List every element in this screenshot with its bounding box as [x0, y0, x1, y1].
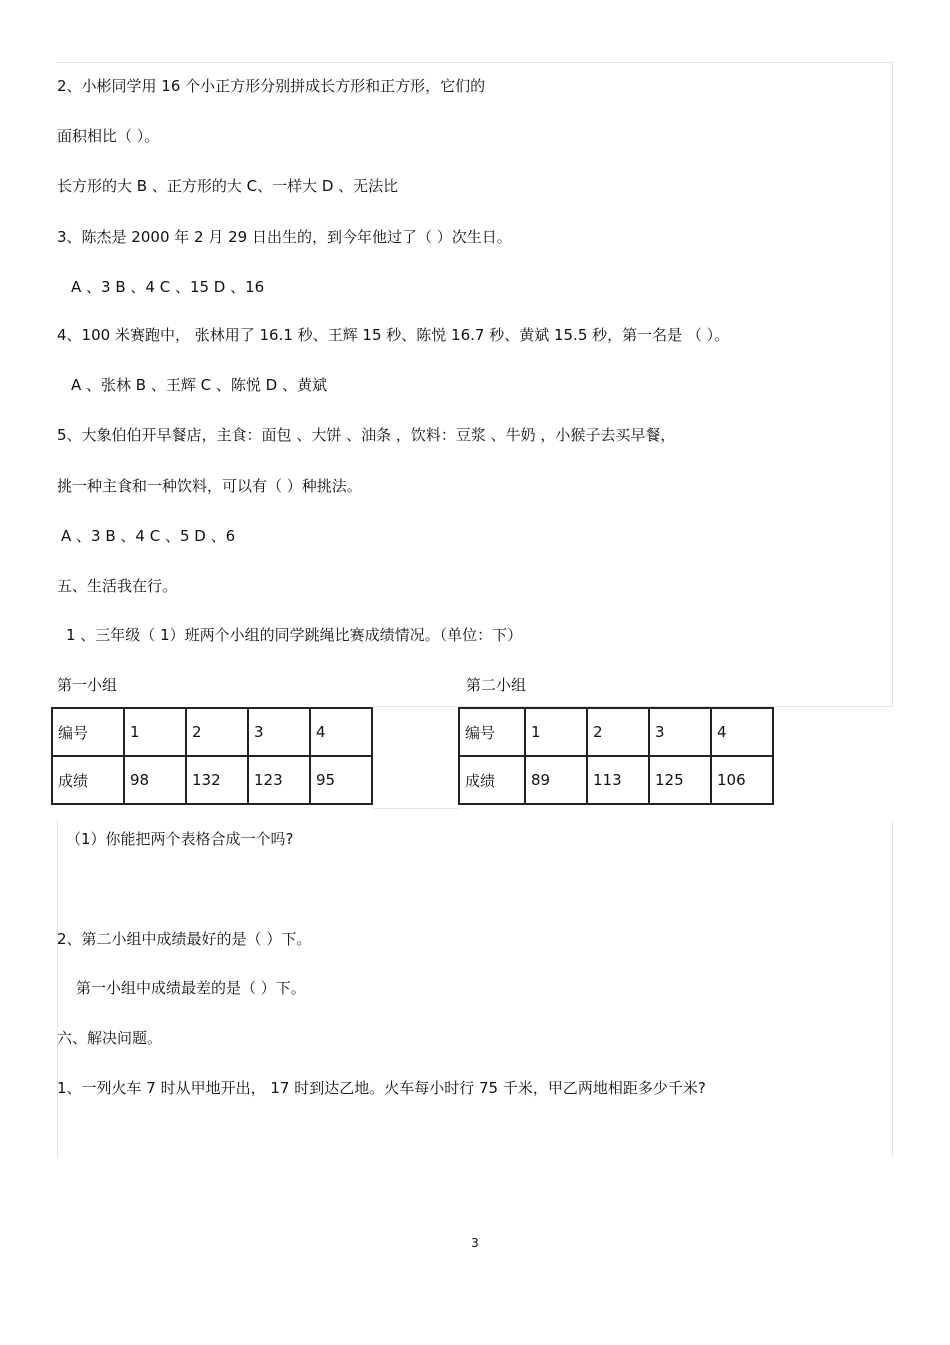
question-2-line-2: 面积相比（ ）。 [57, 127, 160, 145]
table-cell: 2 [186, 708, 248, 756]
frame-border-top [57, 62, 893, 63]
table-cell: 1 [525, 708, 587, 756]
table-cell: 132 [186, 756, 248, 804]
table-cell: 成绩 [459, 756, 525, 804]
question-5-line-2: 挑一种主食和一种饮料，可以有（ ）种挑法。 [57, 477, 362, 495]
table-cell: 成绩 [52, 756, 124, 804]
table-cell: 95 [310, 756, 372, 804]
section-6-heading: 六、解决问题。 [57, 1029, 163, 1047]
table-cell: 106 [711, 756, 773, 804]
table-cell: 3 [248, 708, 310, 756]
question-3-options: A 、3 B 、4 C 、15 D 、16 [71, 278, 265, 296]
section-5-heading: 五、生活我在行。 [57, 577, 178, 595]
question-5-line-1: 5、大象伯伯开早餐店，主食：面包 、大饼 、油条 ，饮料：豆浆 、牛奶 ，小猴子去买早餐， [57, 426, 676, 444]
table-cell: 2 [587, 708, 649, 756]
section-5-question-1: 1 、三年级（ 1）班两个小组的同学跳绳比赛成绩情况。（单位：下） [66, 626, 523, 644]
table-cell: 123 [248, 756, 310, 804]
table-row [459, 708, 773, 756]
frame-border-right-lower [892, 820, 893, 1158]
table-cell: 4 [310, 708, 372, 756]
table-cell: 98 [124, 756, 186, 804]
question-4-options: A 、张林 B 、王辉 C 、陈悦 D 、黄斌 [71, 376, 327, 394]
table-cell: 编号 [459, 708, 525, 756]
table-cell: 3 [649, 708, 711, 756]
section-6-question-1: 1、一列火车 7 时从甲地开出， 17 时到达乙地。火车每小时行 75 千米，甲乙两地相距多少千米? [57, 1079, 706, 1097]
table-cell: 4 [711, 708, 773, 756]
section-5-question-2-worst: 第一小组中成绩最差的是（ ）下。 [76, 979, 306, 997]
sub-question-1: （1）你能把两个表格合成一个吗? [66, 830, 294, 848]
frame-border-right [892, 62, 893, 707]
table-row [52, 708, 372, 756]
section-5-question-2-best: 2、第二小组中成绩最好的是（ ）下。 [57, 930, 312, 948]
question-2-options: 长方形的大 B 、正方形的大 C、一样大 D 、无法比 [57, 177, 399, 195]
frame-border-left-lower [57, 820, 58, 1158]
question-3: 3、陈杰是 2000 年 2 月 29 日出生的，到今年他过了（ ）次生日。 [57, 228, 512, 246]
table-cell: 89 [525, 756, 587, 804]
group-1-score-table [51, 707, 373, 805]
question-2-line-1: 2、小彬同学用 16 个小正方形分别拼成长方形和正方形，它们的 [57, 77, 486, 95]
table-cell: 1 [124, 708, 186, 756]
table-row [52, 756, 372, 804]
group-1-title: 第一小组 [57, 676, 118, 694]
table-row [459, 756, 773, 804]
table-cell: 编号 [52, 708, 124, 756]
page-number: 3 [471, 1236, 479, 1250]
question-4: 4、100 米赛跑中， 张林用了 16.1 秒、王辉 15 秒、陈悦 16.7 秒、黄斌 15.5 秒，第一名是 （ ）。 [57, 326, 730, 344]
table-cell: 125 [649, 756, 711, 804]
question-5-options: A 、3 B 、4 C 、5 D 、6 [61, 527, 236, 545]
group-2-score-table [458, 707, 774, 805]
frame-border-between-tables [373, 808, 459, 809]
table-cell: 113 [587, 756, 649, 804]
group-2-title: 第二小组 [466, 676, 527, 694]
